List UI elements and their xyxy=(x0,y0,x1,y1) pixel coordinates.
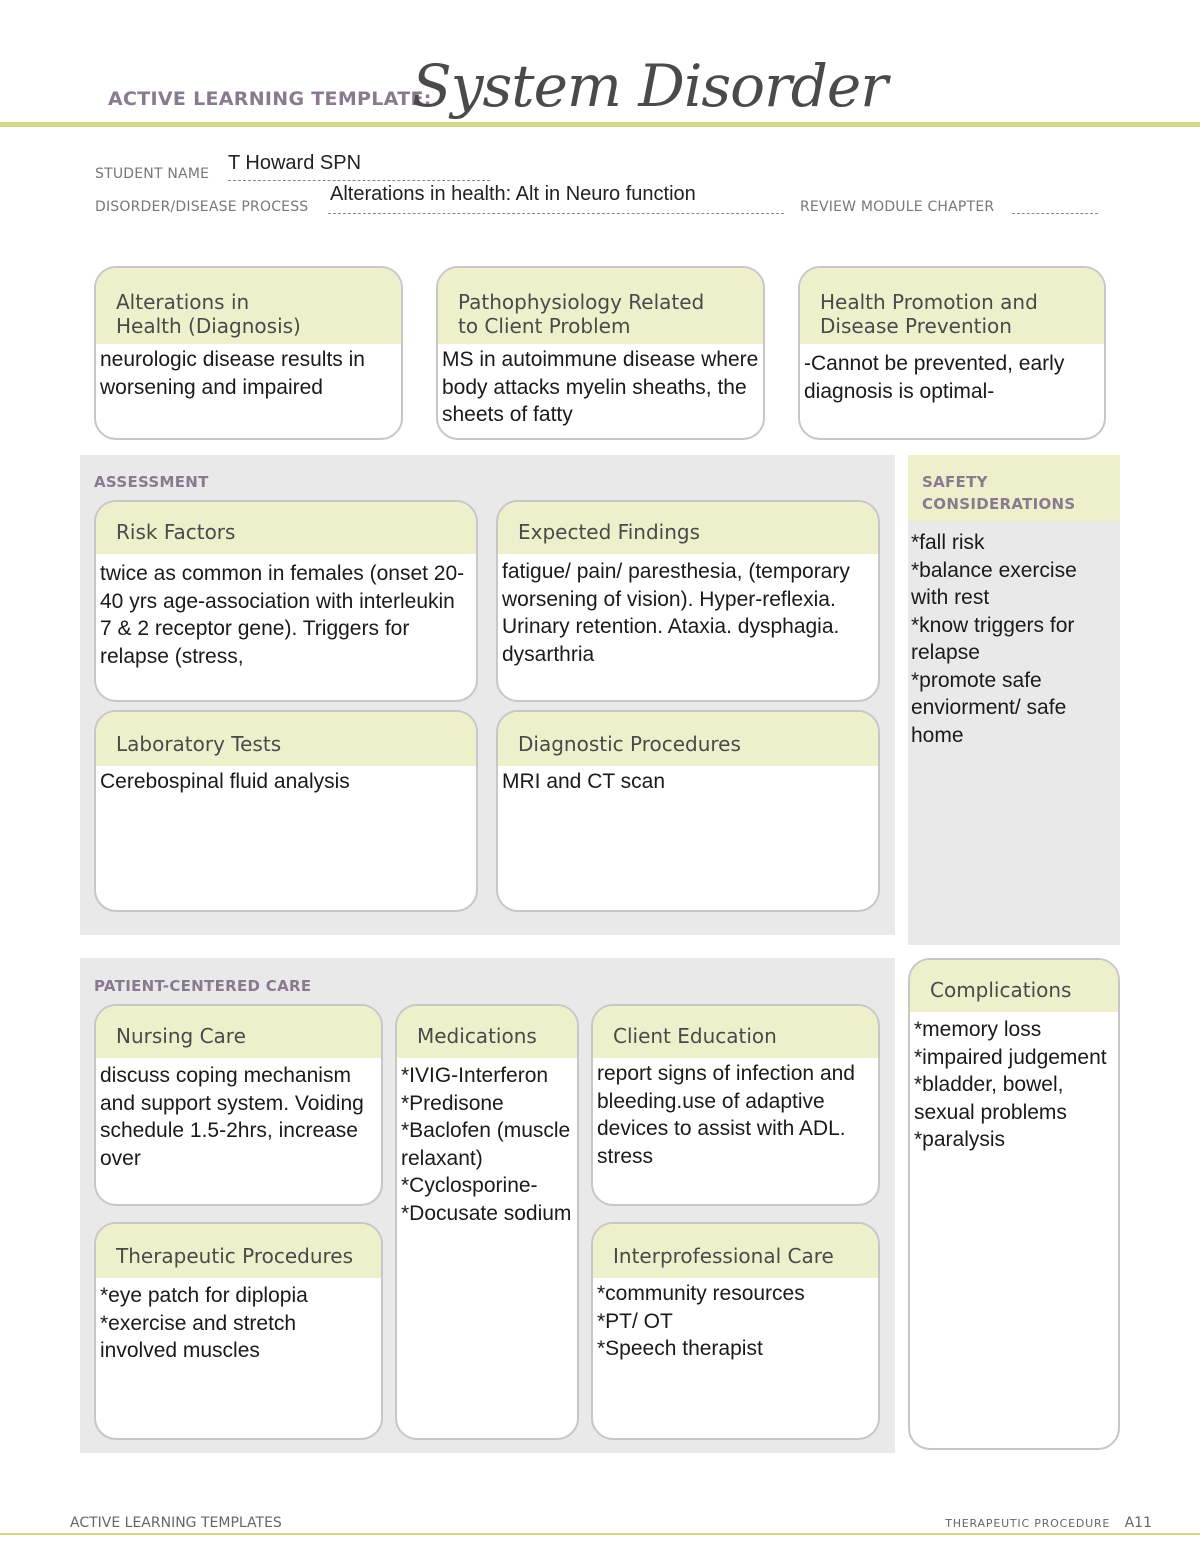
patient-centered-care-label: PATIENT-CENTERED CARE xyxy=(94,977,312,995)
diagnostic-procedures-box xyxy=(496,710,880,912)
footer-right xyxy=(945,1515,1152,1531)
alterations-title: Alterations in Health (Diagnosis) xyxy=(96,268,401,344)
student-name-label: STUDENT NAME xyxy=(95,166,210,182)
complications-box xyxy=(908,958,1120,1450)
disorder-field[interactable]: Alterations in health: Alt in Neuro function xyxy=(330,183,696,205)
complications-title: Complications xyxy=(910,960,1118,1012)
safety-considerations-body[interactable]: *fall risk *balance exercise with rest *know triggers for relapse *promote safe enviorment/ safe home xyxy=(911,531,1077,747)
review-module-line xyxy=(1012,213,1098,214)
expected-findings-box xyxy=(496,500,880,702)
footer-section-label: THERAPEUTIC PROCEDURE xyxy=(945,1517,1111,1530)
interprofessional-care-body[interactable]: *community resources *PT/ OT *Speech therapist xyxy=(597,1282,805,1360)
therapeutic-procedures-body[interactable]: *eye patch for diplopia *exercise and stretch involved muscles xyxy=(100,1284,308,1362)
medications-body[interactable]: *IVIG-Interferon *Predisone *Baclofen (muscle relaxant) *Cyclosporine- *Docusate sodium xyxy=(401,1064,572,1225)
disorder-label: DISORDER/DISEASE PROCESS xyxy=(95,199,309,215)
laboratory-tests-box xyxy=(94,710,478,912)
diagnostic-procedures-body[interactable]: MRI and CT scan xyxy=(502,770,666,793)
therapeutic-procedures-title: Therapeutic Procedures xyxy=(96,1224,381,1278)
footer-divider xyxy=(0,1533,1200,1535)
pathophysiology-title: Pathophysiology Related to Client Problem xyxy=(438,268,763,344)
expected-findings-body[interactable]: fatigue/ pain/ paresthesia, (temporary worsening of vision). Hyper-reflexia. Urinary retention. Ataxia. dysphagia. dysarthria xyxy=(502,560,850,666)
alterations-box xyxy=(94,266,403,440)
safety-considerations-panel xyxy=(908,455,1120,945)
risk-factors-title: Risk Factors xyxy=(96,502,476,554)
alterations-body[interactable]: neurologic disease results in worsening and impaired xyxy=(100,348,365,399)
nursing-care-body[interactable]: discuss coping mechanism and support system. Voiding schedule 1.5-2hrs, increase over xyxy=(100,1064,364,1170)
safety-considerations-label: SAFETY CONSIDERATIONS xyxy=(908,455,1120,521)
medications-box xyxy=(395,1004,579,1440)
client-education-box xyxy=(591,1004,880,1206)
student-name-field[interactable]: T Howard SPN xyxy=(228,152,362,174)
therapeutic-procedures-box xyxy=(94,1222,383,1440)
health-promotion-box xyxy=(798,266,1106,440)
nursing-care-box xyxy=(94,1004,383,1206)
header-divider xyxy=(0,122,1200,127)
risk-factors-box xyxy=(94,500,478,702)
student-name-line xyxy=(228,180,490,181)
interprofessional-care-box xyxy=(591,1222,880,1440)
expected-findings-title: Expected Findings xyxy=(498,502,878,554)
laboratory-tests-title: Laboratory Tests xyxy=(96,712,476,766)
review-module-label: REVIEW MODULE CHAPTER xyxy=(800,199,995,215)
health-promotion-title: Health Promotion and Disease Prevention xyxy=(800,268,1104,344)
pathophysiology-body[interactable]: MS in autoimmune disease where body attacks myelin sheaths, the sheets of fatty xyxy=(442,348,759,426)
medications-title: Medications xyxy=(397,1006,577,1058)
pathophysiology-box xyxy=(436,266,765,440)
diagnostic-procedures-title: Diagnostic Procedures xyxy=(498,712,878,766)
health-promotion-body[interactable]: -Cannot be prevented, early diagnosis is optimal- xyxy=(804,352,1065,403)
laboratory-tests-body[interactable]: Cerebospinal fluid analysis xyxy=(100,770,350,793)
client-education-title: Client Education xyxy=(593,1006,878,1058)
complications-body[interactable]: *memory loss *impaired judgement *bladder, bowel, sexual problems *paralysis xyxy=(914,1018,1107,1151)
template-label: ACTIVE LEARNING TEMPLATE: xyxy=(108,88,432,110)
footer-left-text: ACTIVE LEARNING TEMPLATES xyxy=(70,1515,282,1531)
nursing-care-title: Nursing Care xyxy=(96,1006,381,1058)
risk-factors-body[interactable]: twice as common in females (onset 20-40 yrs age-association with interleukin 7 & 2 receptor gene). Triggers for relapse (stress, xyxy=(100,562,465,668)
page-title: System Disorder xyxy=(412,52,887,120)
assessment-label: ASSESSMENT xyxy=(94,473,209,491)
interprofessional-care-title: Interprofessional Care xyxy=(593,1224,878,1278)
footer-page-number: A11 xyxy=(1124,1515,1152,1531)
client-education-body[interactable]: report signs of infection and bleeding.use of adaptive devices to assist with ADL. stress xyxy=(597,1062,855,1168)
disorder-line xyxy=(328,213,784,214)
